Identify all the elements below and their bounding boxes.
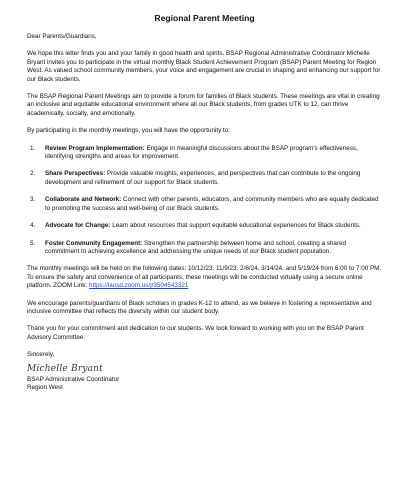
schedule-paragraph	[27, 265, 382, 290]
list-heading: Collaborate and Network:	[45, 196, 122, 204]
letter-title: Regional Parent Meeting	[154, 13, 255, 23]
list-number: 1.	[30, 144, 36, 152]
list-heading: Advocate for Change:	[45, 222, 111, 230]
list-item	[27, 145, 382, 162]
list-item	[27, 170, 382, 187]
list-heading: Share Perspectives:	[45, 170, 106, 178]
zoom-link[interactable]: https://lausd.zoom.us/j/3504543321	[88, 282, 189, 290]
list-heading: Foster Community Engagement:	[45, 239, 143, 247]
thanks-paragraph: Thank you for your commitment and dedication to our students. We look forward to working with you on the BSAP Parent Advisory Committee.	[27, 325, 364, 341]
handwritten-signature: Michelle Bryant	[27, 363, 103, 374]
schedule-text: The monthly meetings will be held on the following dates: 10/12/23, 11/9/23, 2/8/24, 3/14/24, and 5/19/24 from 6:00 to 7:00 PM. To ensure the safety and convenience of all participants, these meetings will be conducted virtually using a secure online platform. ZOOM Link:	[27, 265, 382, 290]
list-item	[27, 222, 382, 230]
list-item	[27, 196, 382, 213]
list-text: Strengthen the partnership between home and school, creating a shared commitment to achieving excellence and addressing the unique needs of our Black student population.	[45, 239, 346, 255]
list-text: Engage in meaningful discussions about the BSAP program's effectiveness, identifying strengths and areas for improvement.	[45, 144, 358, 161]
intro-paragraph: We hope this letter finds you and your family in good health and spirits. BSAP Regional Administrative Coordinator Michelle Bryant invites you to participate in the virtual monthly Black Student Achievement Program (BSAP) Parent Meeting for Region West. As valued school community members, your voice and engagement are crucial in shaping and enhancing our support for our Black students.	[27, 50, 381, 83]
signer-region: Region West	[27, 383, 63, 391]
list-number: 5.	[30, 239, 36, 247]
signer-title: BSAP Administrative Coordinator	[27, 375, 120, 383]
list-item	[27, 240, 382, 257]
opportunity-lead: By participating in the monthly meetings, you will have the opportunity to:	[27, 127, 231, 135]
list-number: 3.	[30, 196, 36, 204]
list-number: 4.	[30, 222, 36, 230]
list-number: 2.	[30, 170, 36, 178]
list-text: Provide valuable insights, experiences, and perspectives that can contribute to the ongoing development and refinement of our support for Black students.	[45, 170, 361, 186]
salutation: Dear Parents/Guardians,	[27, 33, 97, 40]
closing: Sincerely,	[27, 351, 55, 359]
opportunity-list	[27, 145, 382, 257]
list-heading: Review Program Implementation:	[45, 144, 145, 152]
list-text: Connect with other parents, educators, and community members who are equally dedicated to promoting the success and well-being of our Black students.	[45, 196, 379, 212]
encourage-paragraph: We encourage parents/guardians of Black scholars in grades K-12 to attend, as we believe in fostering a representative and inclusive committee that reflects the diversity within our student body.	[27, 299, 372, 315]
list-text: Learn about resources that support equitable educational experiences for Black students.	[112, 222, 361, 230]
purpose-paragraph: The BSAP Regional Parent Meetings aim to provide a forum for families of Black students. These meetings are vital in creating an inclusive and equitable educational environment where all our Black students, from grades UTK to 12, can thrive academically, socially, and emotionally.	[27, 93, 380, 117]
